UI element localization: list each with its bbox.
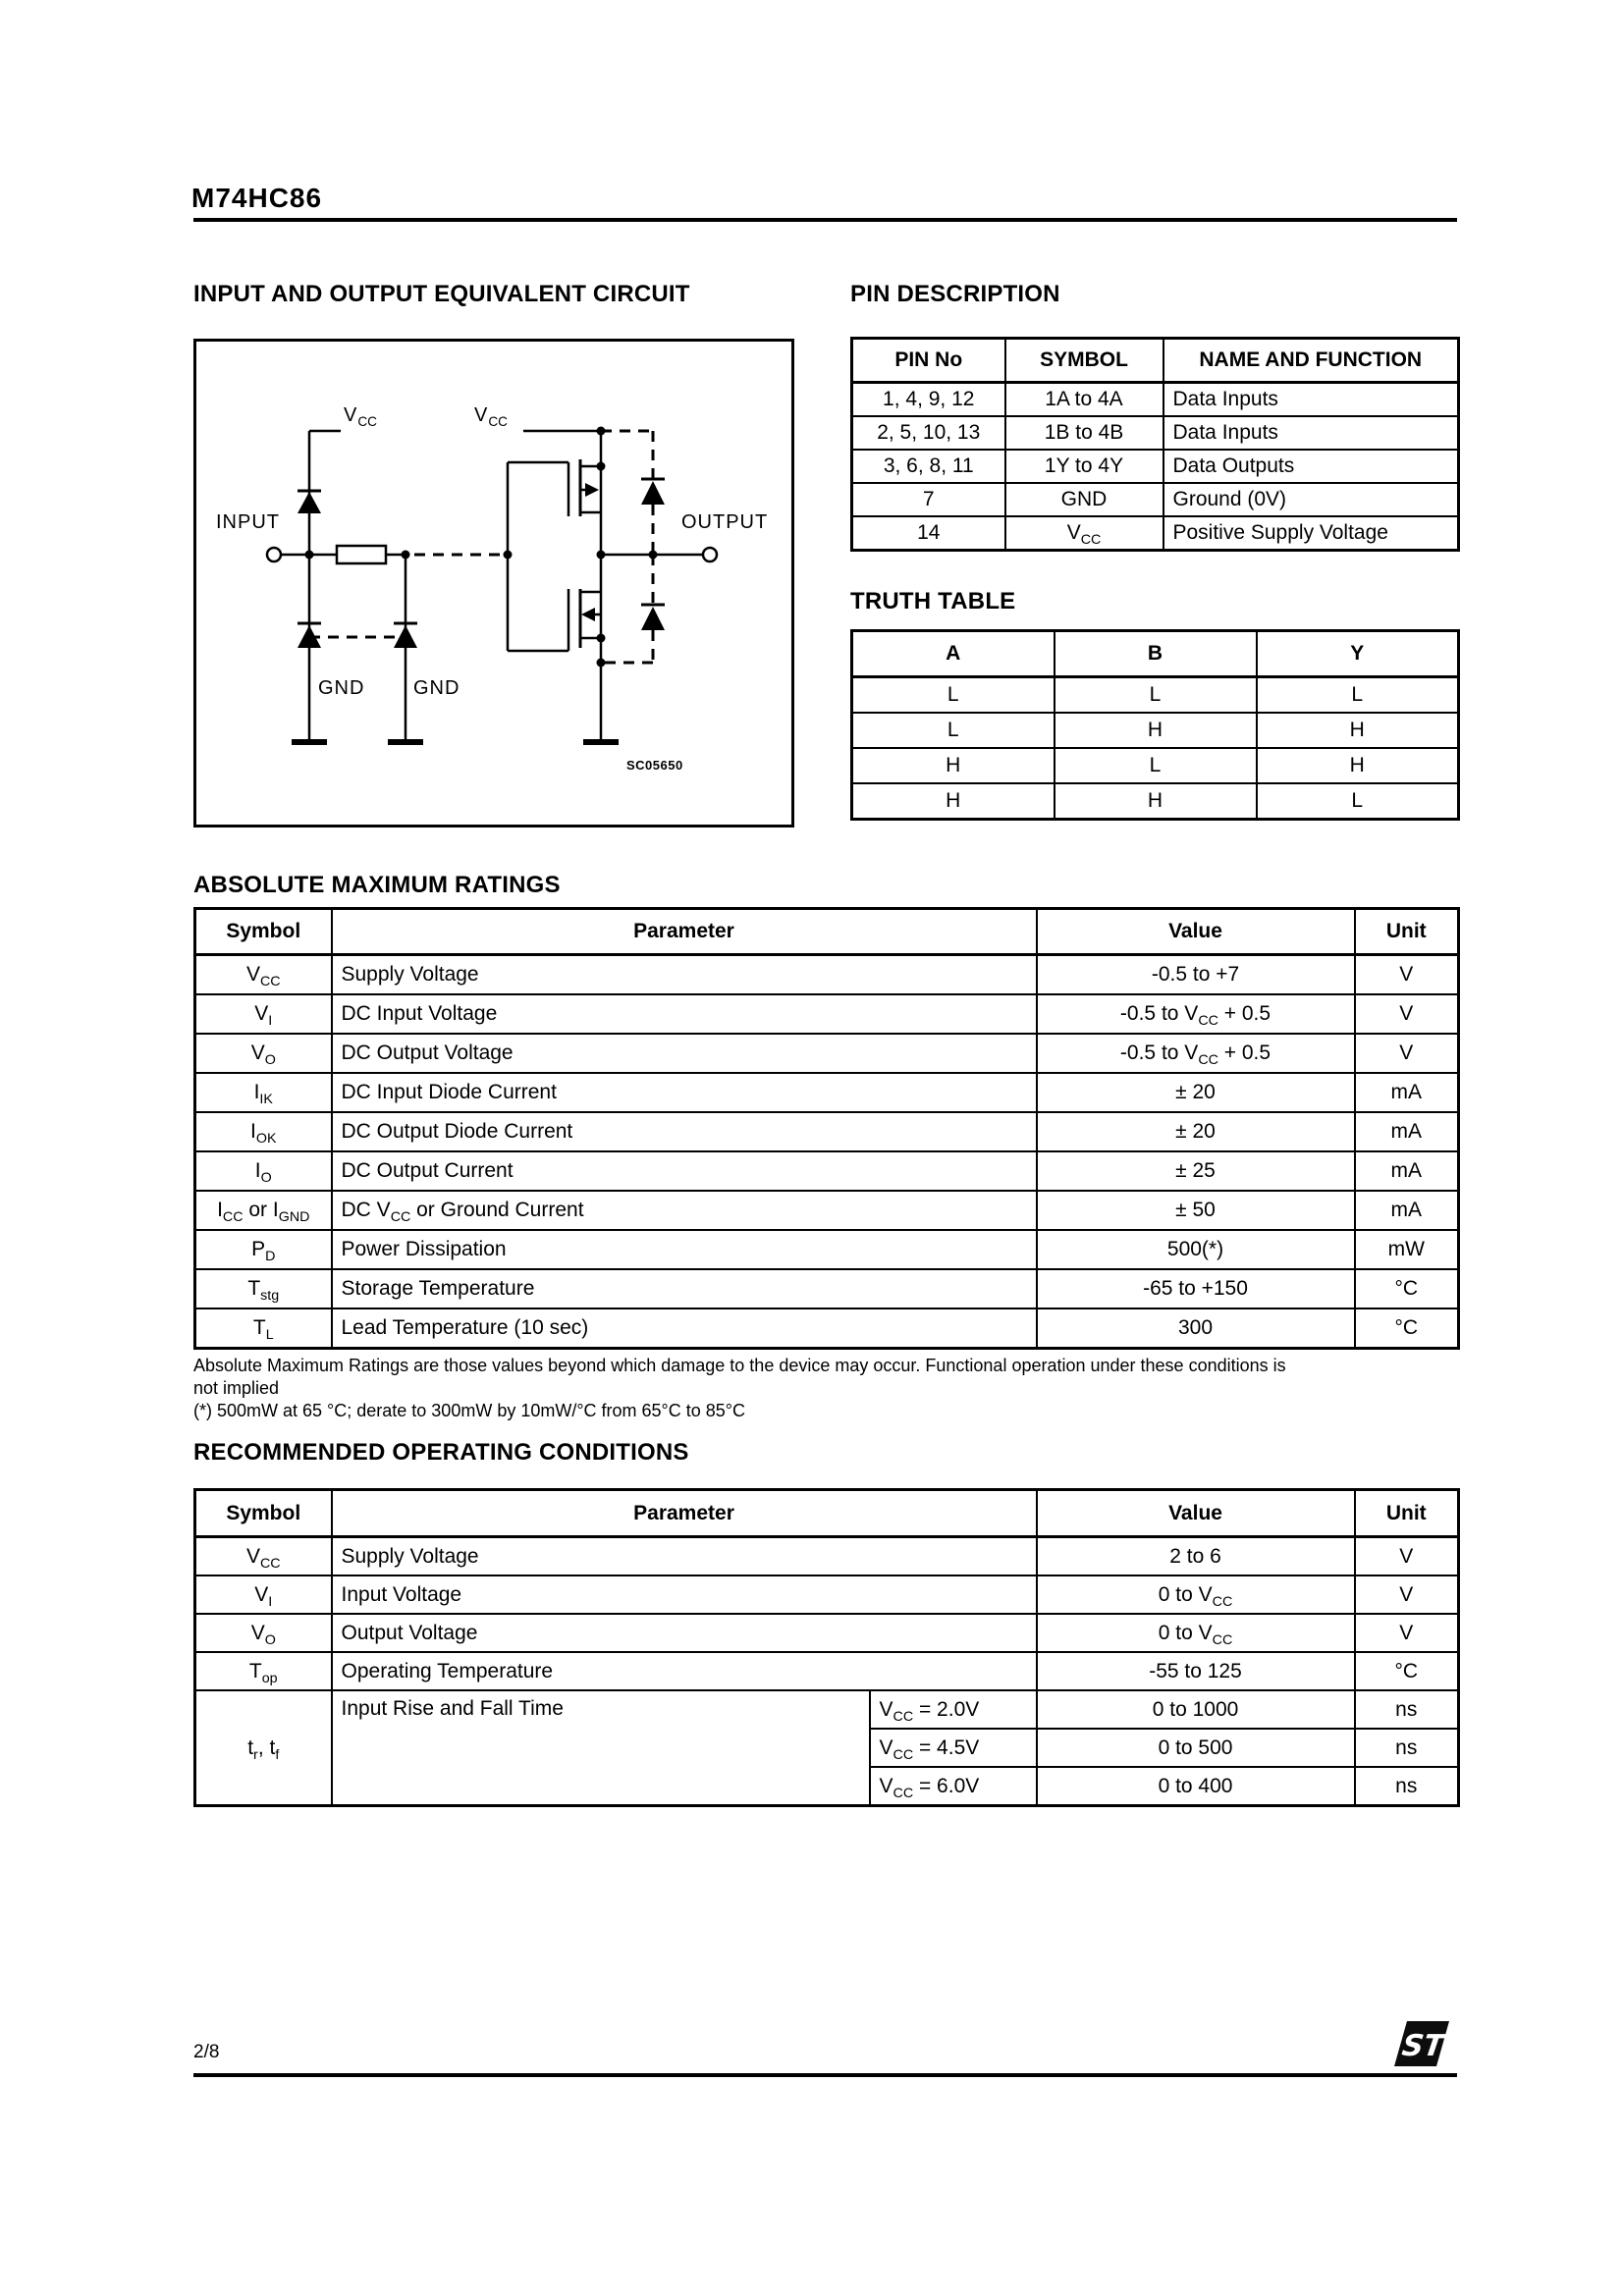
circuit-box [193,339,794,828]
svg-text:ST: ST [1399,2029,1446,2063]
table-cell: V [1355,1614,1459,1652]
amr-table [193,907,1460,1350]
table-cell: $V_{CC}$ [195,955,332,995]
table-row [852,383,1459,417]
table-cell: 500(*) [1037,1230,1355,1269]
table-cell: mA [1355,1073,1459,1112]
table-cell: Operating Temperature [332,1652,1037,1690]
column-header: A [852,631,1055,677]
table-cell: 0 to 400 [1037,1767,1355,1806]
table-cell: ± 20 [1037,1073,1355,1112]
table-cell: V [1355,1575,1459,1614]
column-header: Symbol [195,1490,332,1537]
table-cell: DC Output Voltage [332,1034,1037,1073]
table-cell: DC $V_{CC}$ or Ground Current [332,1191,1037,1230]
note-line: Absolute Maximum Ratings are those values beyond which damage to the device may occur. Functional operation under these conditions is [193,1356,1286,1375]
table-cell: L [1257,677,1459,714]
table-cell: DC Input Diode Current [332,1073,1037,1112]
table-cell: H [1257,748,1459,783]
table-row [195,1112,1459,1151]
table-cell: H [1257,713,1459,748]
table-row [852,677,1459,714]
table-cell: V [1355,955,1459,995]
table-cell: V [1355,994,1459,1034]
table-cell: mA [1355,1151,1459,1191]
header-row [852,339,1459,383]
gnd-right-label: GND [413,677,460,699]
table-row [195,1614,1459,1652]
table-row [195,1191,1459,1230]
table-row [195,955,1459,995]
table-cell: °C [1355,1652,1459,1690]
column-header: Parameter [332,1490,1037,1537]
column-header: B [1055,631,1257,677]
table-row [852,483,1459,516]
table-cell: -55 to 125 [1037,1652,1355,1690]
table-cell: ns [1355,1729,1459,1767]
table-cell: -65 to +150 [1037,1269,1355,1308]
table-cell: DC Input Voltage [332,994,1037,1034]
table-cell: Input Voltage [332,1575,1037,1614]
table-cell: $V_{CC} = 6.0V$ [870,1767,1037,1806]
column-header: Y [1257,631,1459,677]
table-row [195,1652,1459,1690]
table-cell: $t_r$, $t_f$ [195,1690,332,1806]
vcc-right-label: $V_{CC}$ [474,404,508,429]
table-cell: ± 20 [1037,1112,1355,1151]
table-cell: $P_D$ [195,1230,332,1269]
table-cell: $I_{IK}$ [195,1073,332,1112]
table-cell: H [1055,783,1257,820]
table-row [195,1690,1459,1729]
table-row [195,1269,1459,1308]
table-cell: ± 50 [1037,1191,1355,1230]
truth-table-title: TRUTH TABLE [850,588,1016,614]
table-cell: -0.5 to +7 [1037,955,1355,995]
column-header: Value [1037,909,1355,955]
table-cell: 0 to $V_{CC}$ [1037,1575,1355,1614]
note-line: (*) 500mW at 65 °C; derate to 300mW by 10mW/°C from 65°C to 85°C [193,1401,745,1420]
table-cell: mA [1355,1191,1459,1230]
table-cell: Positive Supply Voltage [1163,516,1459,551]
table-cell: GND [1005,483,1163,516]
table-cell: H [852,748,1055,783]
table-cell: 0 to $V_{CC}$ [1037,1614,1355,1652]
header-row [852,631,1459,677]
roc-title: RECOMMENDED OPERATING CONDITIONS [193,1439,689,1466]
header-row [195,1490,1459,1537]
table-cell: mA [1355,1112,1459,1151]
roc-table [193,1488,1460,1807]
table-cell: Output Voltage [332,1614,1037,1652]
truth-table [850,629,1460,821]
table-cell: L [1055,677,1257,714]
column-header: SYMBOL [1005,339,1163,383]
table-cell: Data Inputs [1163,416,1459,450]
table-cell: 0 to 1000 [1037,1690,1355,1729]
column-header: NAME AND FUNCTION [1163,339,1459,383]
table-cell: ± 25 [1037,1151,1355,1191]
st-logo-icon [1394,2020,1449,2067]
table-cell: -0.5 to $V_{CC} + 0.5$ [1037,994,1355,1034]
input-label: INPUT [216,511,280,533]
table-cell: L [852,713,1055,748]
doc-title: M74HC86 [191,183,323,213]
column-header: Parameter [332,909,1037,955]
amr-notes [193,1355,1470,1422]
table-cell: 2 to 6 [1037,1537,1355,1576]
column-header: PIN No [852,339,1005,383]
table-cell: 1A to 4A [1005,383,1163,417]
table-row [852,450,1459,483]
table-cell: $T_{op}$ [195,1652,332,1690]
table-cell: Storage Temperature [332,1269,1037,1308]
gnd-left-label: GND [318,677,365,699]
table-cell: 1, 4, 9, 12 [852,383,1005,417]
table-row [852,748,1459,783]
table-cell: Lead Temperature (10 sec) [332,1308,1037,1349]
table-cell: L [852,677,1055,714]
table-cell: Power Dissipation [332,1230,1037,1269]
table-cell: °C [1355,1308,1459,1349]
table-row [852,713,1459,748]
table-row [852,416,1459,450]
column-header: Symbol [195,909,332,955]
table-cell: 14 [852,516,1005,551]
table-cell: $T_{stg}$ [195,1269,332,1308]
note-line: not implied [193,1378,280,1398]
output-label: OUTPUT [681,511,769,533]
table-cell: $V_{CC}$ [195,1537,332,1576]
table-cell: 1B to 4B [1005,416,1163,450]
table-cell: $V_{CC} = 4.5V$ [870,1729,1037,1767]
table-row [195,1230,1459,1269]
table-cell: 1Y to 4Y [1005,450,1163,483]
table-cell: Input Rise and Fall Time [332,1690,870,1806]
table-cell: 7 [852,483,1005,516]
table-cell: 3, 6, 8, 11 [852,450,1005,483]
table-cell: Data Outputs [1163,450,1459,483]
table-cell: mW [1355,1230,1459,1269]
table-cell: $I_O$ [195,1151,332,1191]
vcc-left-label: $V_{CC}$ [344,404,377,429]
column-header: Value [1037,1490,1355,1537]
circuit-section-title: INPUT AND OUTPUT EQUIVALENT CIRCUIT [193,281,690,307]
amr-title: ABSOLUTE MAXIMUM RATINGS [193,872,561,898]
table-cell: 0 to 500 [1037,1729,1355,1767]
table-cell: L [1257,783,1459,820]
table-cell: $V_I$ [195,994,332,1034]
table-row [195,1073,1459,1112]
table-row [852,783,1459,820]
table-cell: H [1055,713,1257,748]
pin-description-table [850,337,1460,552]
table-row [195,1537,1459,1576]
table-cell: Supply Voltage [332,955,1037,995]
table-cell: Supply Voltage [332,1537,1037,1576]
table-cell: 300 [1037,1308,1355,1349]
table-cell: ns [1355,1767,1459,1806]
table-cell: Ground (0V) [1163,483,1459,516]
footer-rule [193,2073,1457,2077]
header-rule [193,218,1457,222]
table-row [195,1575,1459,1614]
table-cell: $I_{CC}$ or $I_{GND}$ [195,1191,332,1230]
table-row [195,994,1459,1034]
schematic-code-label: SC05650 [626,758,683,773]
table-cell: L [1055,748,1257,783]
table-row [852,516,1459,551]
table-cell: V [1355,1034,1459,1073]
table-cell: $I_{OK}$ [195,1112,332,1151]
column-header: Unit [1355,909,1459,955]
header-row [195,909,1459,955]
table-cell: DC Output Current [332,1151,1037,1191]
table-cell: DC Output Diode Current [332,1112,1037,1151]
table-row [195,1308,1459,1349]
table-row [195,1034,1459,1073]
table-cell: Data Inputs [1163,383,1459,417]
table-cell: °C [1355,1269,1459,1308]
table-cell: $V_O$ [195,1034,332,1073]
pin-description-title: PIN DESCRIPTION [850,281,1060,307]
column-header: Unit [1355,1490,1459,1537]
table-cell: ns [1355,1690,1459,1729]
table-cell: $V_{CC}$ [1005,516,1163,551]
table-cell: 2, 5, 10, 13 [852,416,1005,450]
st-logo [1394,2020,1449,2067]
table-cell: $V_I$ [195,1575,332,1614]
table-row [195,1151,1459,1191]
table-cell: -0.5 to $V_{CC} + 0.5$ [1037,1034,1355,1073]
footer-page-number: 2/8 [193,2042,220,2062]
table-cell: $T_L$ [195,1308,332,1349]
table-cell: H [852,783,1055,820]
table-cell: $V_{CC} = 2.0V$ [870,1690,1037,1729]
table-cell: V [1355,1537,1459,1576]
table-cell: $V_O$ [195,1614,332,1652]
